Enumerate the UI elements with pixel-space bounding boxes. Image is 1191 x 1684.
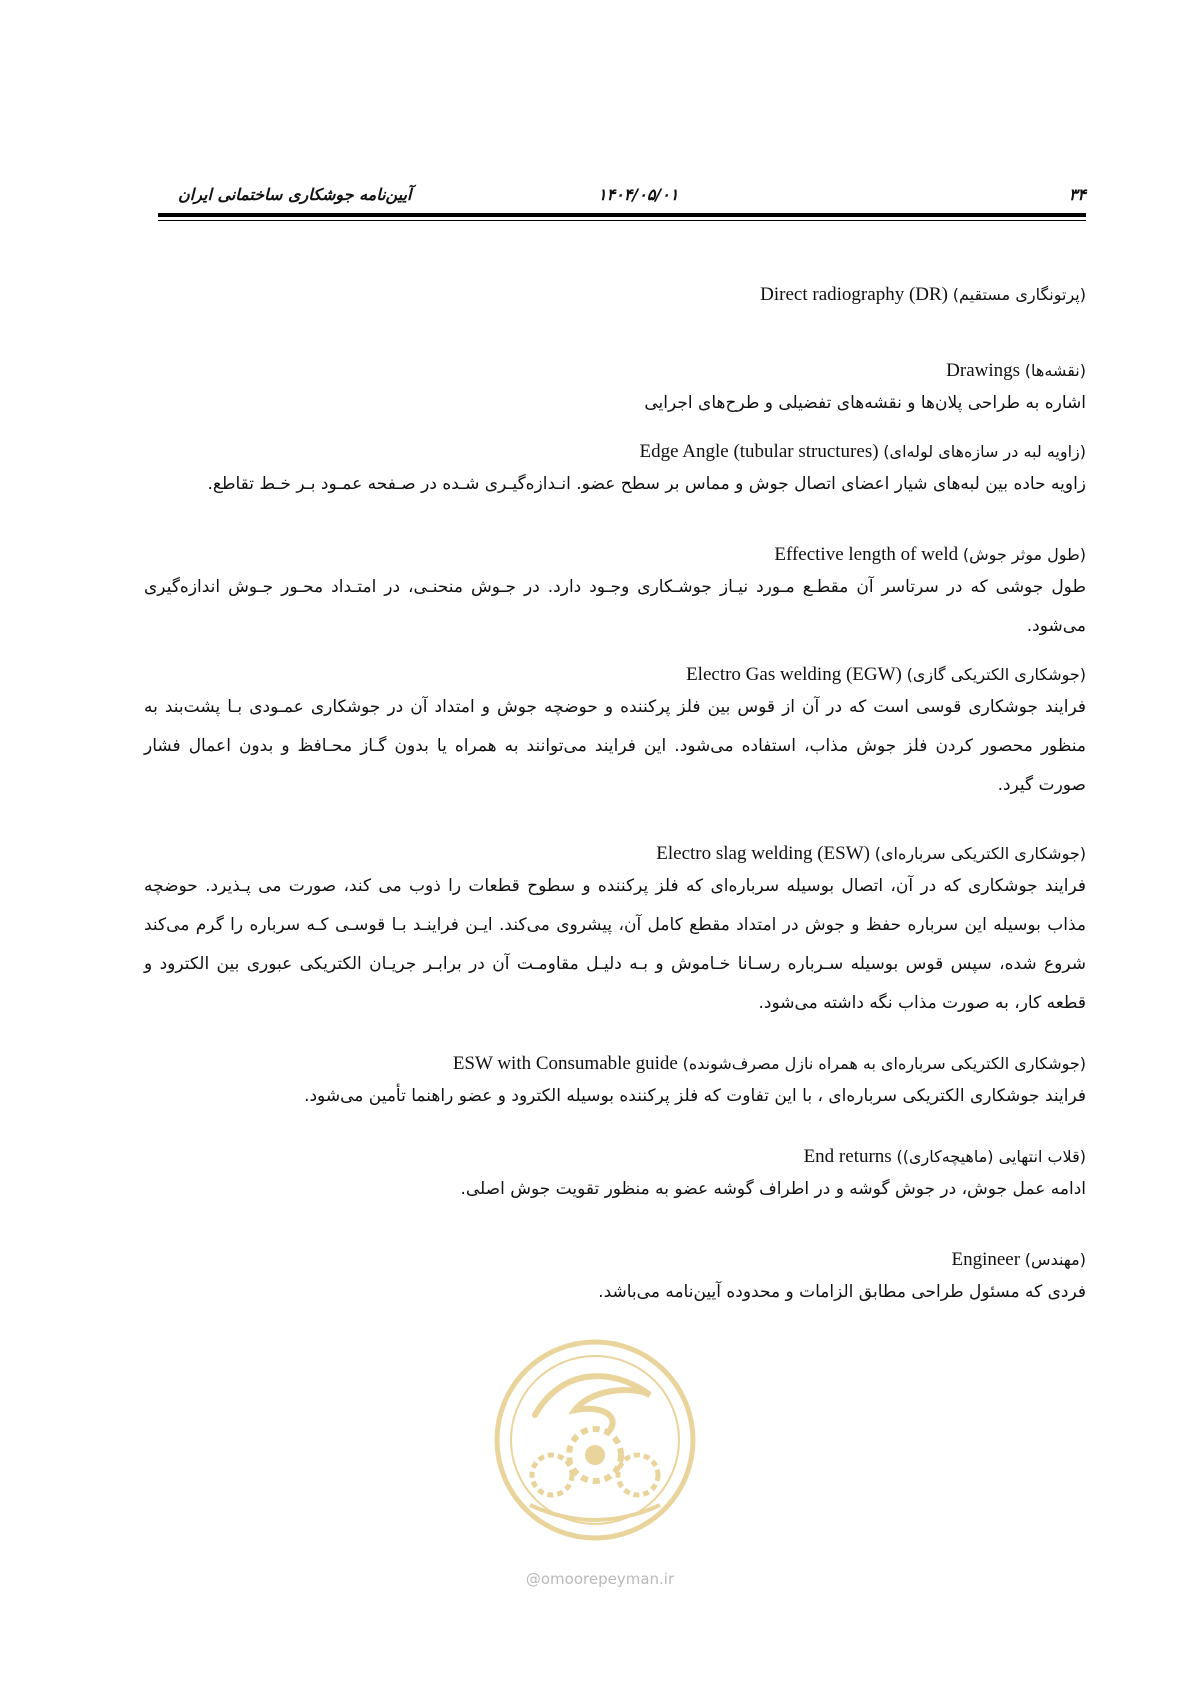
term-persian: (طول موثر جوش) [962,545,1086,564]
page-header [158,183,1086,213]
seal-gear-right [618,1455,658,1495]
term-persian: (پرتونگاری مستقیم) [952,285,1086,304]
entry-definition: فرایند جوشکاری الکتریکی سرباره‌ای ، با این تفاوت که فلز پرکننده بوسیله الکترود و عضو راهنما تأمین می‌شود. [304,1086,1086,1106]
entry-definition: طول جوشی که در سرتاسر آن مقطـع مـورد نیـاز جوشـکاری وجـود دارد. در جـوش منحنـی، در امتـداد محـور جـوش اندازه‌گیری می‌شود. [144,577,1086,636]
entry-term [144,1247,1086,1273]
header-rule-thin [158,220,1086,221]
term-english: Effective length of weld [774,544,959,565]
entry-term [144,662,1086,688]
seal-base-arc [530,1505,660,1520]
entry-term [144,841,1086,867]
seal-gear-hub [585,1445,605,1465]
seal-outer-ring [497,1342,693,1538]
glossary-entry-direct-radiography [144,282,1086,308]
term-english: Electro slag welding (ESW) [656,843,870,864]
entry-term [144,439,1086,465]
entry-definition: اشاره به طراحی پلان‌ها و نقشه‌های تفضیلی و طرح‌های اجرایی [644,393,1086,413]
seal-gear-left [532,1455,572,1495]
entry-term [144,542,1086,568]
glossary-entry-drawings [144,358,1086,423]
seal-gear-center [569,1429,621,1481]
entry-term [144,1144,1086,1170]
entry-term [144,282,1086,308]
term-english: ESW with Consumable guide [452,1053,678,1074]
entry-definition: زاویه حاده بین لبه‌های شیار اعضای اتصال جوش و مماس بر سطح عضو. انـدازه‌گیـری شـده در صـفحه عمـود بـر خـط تقاطع. [207,474,1086,494]
entry-definition: فرایند جوشکاری قوسی است که در آن از قوس بین فلز پرکننده و حوضچه جوش و امتداد آن در جوشکاری عمـودی بـا پشت‌بند به منظور محصور کردن فلز جوش مذاب، استفاده می‌شود. این فرایند می‌توانند به همراه یا بدون گـاز محـافظ و بدون اعمال فشار صورت گیرد. [144,697,1086,795]
entry-definition: ادامه عمل جوش، در جوش گوشه و در اطراف گوشه عضو به منظور تقویت جوش اصلی. [460,1179,1086,1199]
term-english: Electro Gas welding (EGW) [686,664,902,685]
glossary-entry-effective-length [144,542,1086,646]
document-title: آیین‌نامه جوشکاری ساختمانی ایران [178,185,412,204]
glossary-entry-esw-consumable-guide [144,1051,1086,1116]
seal-inner-ring [511,1356,679,1524]
glossary-entry-end-returns [144,1144,1086,1209]
term-persian: (جوشکاری الکتریکی گازی) [906,665,1086,684]
entry-term [144,358,1086,384]
term-english: Edge Angle (tubular structures) [639,441,879,462]
term-english: End returns [803,1146,892,1167]
term-persian: (زاویه لبه در سازه‌های لوله‌ای) [883,442,1086,461]
entry-term [144,1051,1086,1077]
glossary-entry-electro-slag-welding [144,841,1086,1023]
term-english: Engineer [951,1249,1021,1270]
glossary-entry-electro-gas-welding [144,662,1086,805]
term-english: Drawings [946,360,1021,381]
term-persian: (مهندس) [1024,1250,1086,1269]
watermark-url: @omoorepeyman.ir [525,1570,675,1588]
header-rule-thick [158,213,1086,217]
watermark-seal-logo [490,1335,700,1545]
entry-definition: فردی که مسئول طراحی مطابق الزامات و محدوده آیین‌نامه می‌باشد. [598,1282,1086,1302]
seal-calligraphy [535,1376,650,1430]
term-persian: (جوشکاری الکتریکی سرباره‌ای) [874,844,1086,863]
term-persian: (قلاب انتهایی (ماهیچه‌کاری)) [896,1147,1086,1166]
entry-definition: فرایند جوشکاری که در آن، اتصال بوسیله سرباره‌ای که فلز پرکننده و سطوح قطعات را ذوب می کند، صورت می پـذیرد. حوضچه مذاب بوسیله این سرباره حفظ و جوش در امتداد مقطع کامل آن، پیشروی می‌کند. ایـن فراینـد بـا قوسـی کـه سرباره را گرم می‌کند شروع شده، سپس قوس بوسیله سـرباره رسـانا خـاموش و بـه دلیـل مقاومـت آن در برابـر جریـان الکتریکی عبوری بین الکترود و قطعه کار، به صورت مذاب نگه داشته می‌شود. [144,876,1086,1013]
term-english: Direct radiography (DR) [760,284,948,305]
glossary-entry-engineer [144,1247,1086,1312]
term-persian: (جوشکاری الکتریکی سرباره‌ای به همراه نازل مصرف‌شونده) [682,1054,1086,1073]
document-date: ۱۴۰۴/۰۵/۰۱ [598,185,679,204]
glossary-content [144,282,1086,1312]
term-persian: (نقشه‌ها) [1024,361,1086,380]
page-number: ۳۴ [1068,185,1086,204]
glossary-entry-edge-angle [144,439,1086,504]
